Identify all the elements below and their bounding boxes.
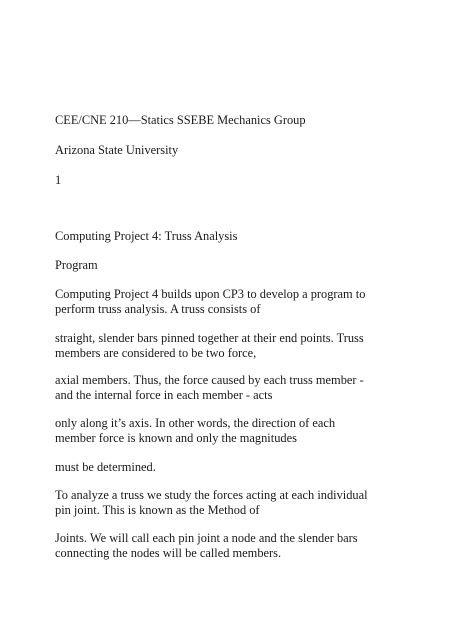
paragraph-1-line-2: perform truss analysis. A truss consists of (55, 302, 261, 316)
paragraph-3-line-1: axial members. Thus, the force caused by each truss member - (55, 373, 364, 387)
document-subtitle: Program (55, 258, 98, 272)
paragraph-7-line-1: Joints. We will call each pin joint a node and the slender bars (55, 531, 358, 545)
paragraph-6-line-1: To analyze a truss we study the forces acting at each individual (55, 488, 368, 502)
paragraph-5-line-1: must be determined. (55, 460, 156, 474)
paragraph-6-line-2: pin joint. This is known as the Method of (55, 503, 260, 517)
paragraph-2-line-2: members are considered to be two force, (55, 346, 257, 360)
university-name: Arizona State University (55, 143, 179, 157)
document-title: Computing Project 4: Truss Analysis (55, 229, 238, 243)
paragraph-1-line-1: Computing Project 4 builds upon CP3 to develop a program to (55, 287, 366, 301)
paragraph-4-line-1: only along it’s axis. In other words, the direction of each (55, 416, 336, 430)
paragraph-3-line-2: and the internal force in each member - acts (55, 388, 273, 402)
paragraph-4-line-2: member force is known and only the magnitudes (55, 431, 297, 445)
course-header: CEE/CNE 210—Statics SSEBE Mechanics Group (55, 113, 306, 127)
page-number: 1 (55, 173, 62, 187)
paragraph-7-line-2: connecting the nodes will be called members. (55, 546, 282, 560)
paragraph-2-line-1: straight, slender bars pinned together at their end points. Truss (55, 331, 364, 345)
